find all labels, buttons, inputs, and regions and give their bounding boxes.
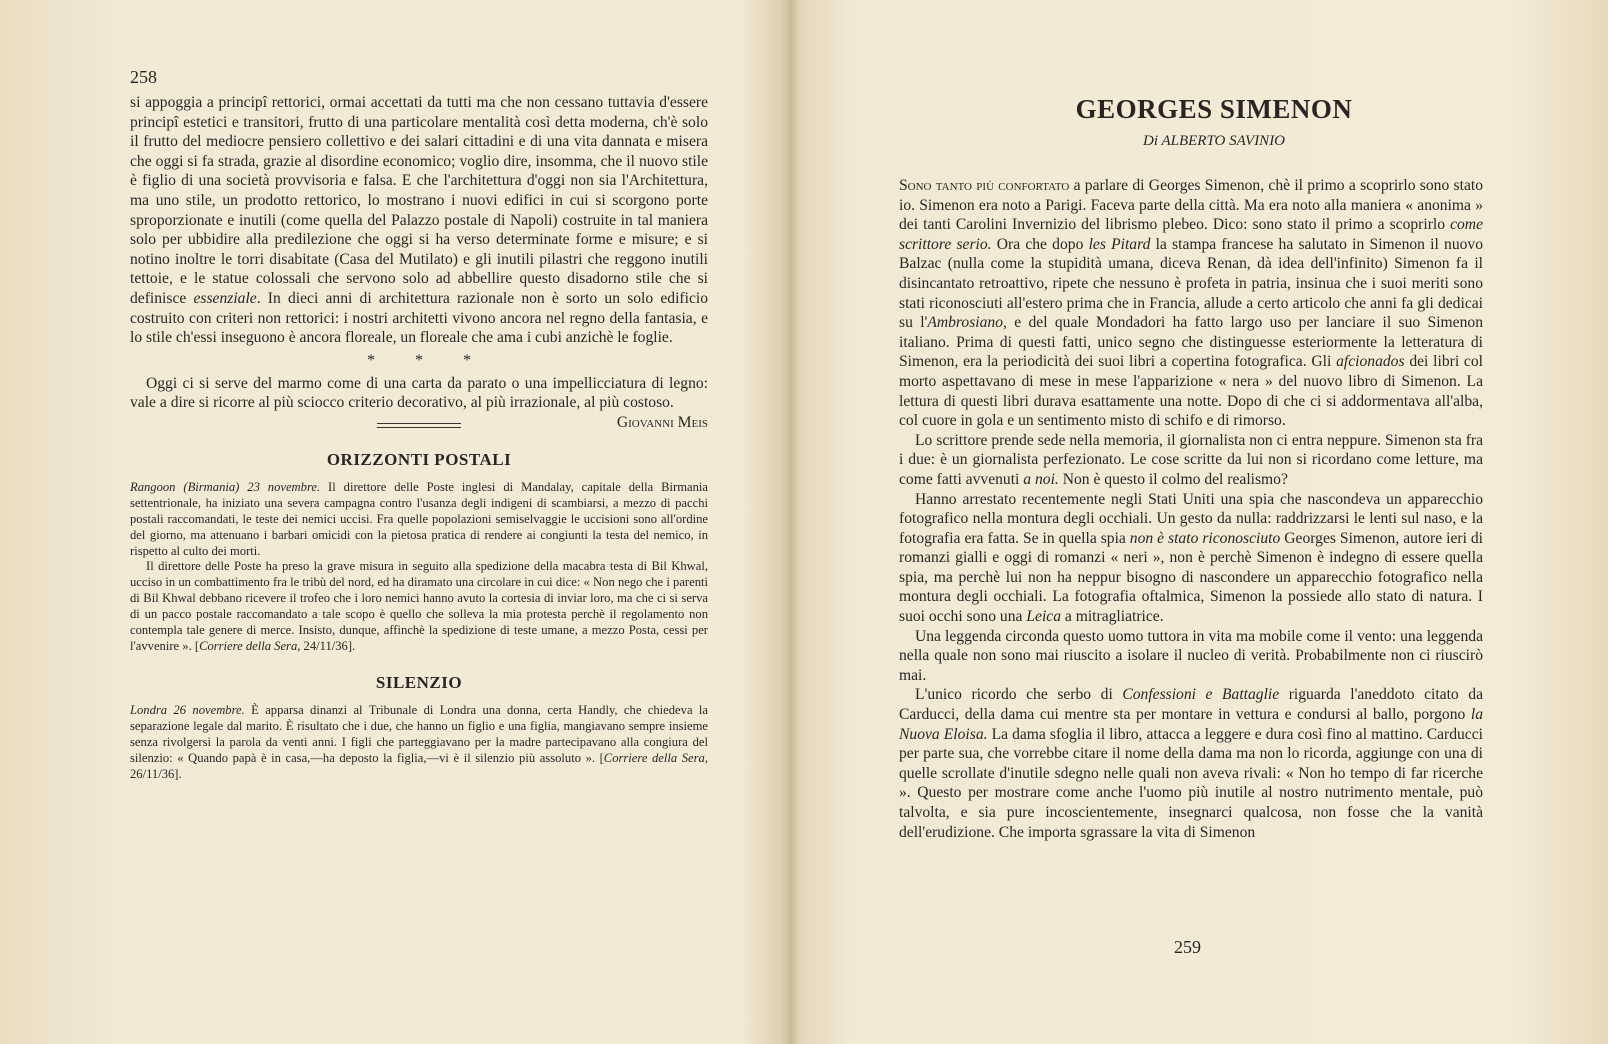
p3-text-b: Georges Simenon, autore ieri di romanzi gialli e oggi di romanzi « neri », non è perchè Simenon è indegno di essere quella spia, ma perchè lui non ha neppur bisogno di nascondere un apparecchio fotografico nella montura degli occhiali. La fotografia oftalmica, Simenon la possiede allo stato di natura. I suoi occhi sono una xyxy=(899,529,1484,626)
signature: Giovanni Meis xyxy=(616,413,708,431)
simenon-paragraph-2 xyxy=(899,431,1483,490)
p5-italic-1: Confessioni e Battaglie xyxy=(1122,686,1280,704)
p1-text-d: e del quale Mondadori ha fatto largo uso per lanciare il suo Simenon italiano. Prima di questi fatti, unico segno che distinguesse esteriormente la letteratura di Simenon, era la periodicità dei suoi libri a copertina fotografica. Gli xyxy=(899,314,1483,371)
section-title-orizzonti: ORIZZONTI POSTALI xyxy=(326,449,512,469)
p5-text-a: L'unico ricordo che serbo di xyxy=(915,686,1123,704)
article-title: GEORGES SIMENON xyxy=(1075,94,1353,124)
continuation-text: si appoggia a principî rettorici, ormai accettati da tutti ma che non cessano tuttavia d'essere principî estetici e transitori, frutto di una particolare mentalità così detta moderna, ch'è solo il frutto del mediocre pensiero collettivo e dei salari cittadini e di una vita dannata e misera che oggi si fa strada, grazie al disordine economico; voglio dire, insomma, che il nuovo stile è figlio di una società provvisoria e falsa. E che l'architettura d'oggi non sia l'Architettura, ma uno stile, un prodotto rettorico, lo mostrano i nuovi edifici in cui si scorgono porte sproporzionate e inutili (come quella del Palazzo postale di Napoli) costruite in tal maniera solo per ubbidire alla predilezione che oggi si ha verso determinate forme e misure; e si notino inoltre le torri disabitate (Casa del Mutilato) e gli inutili pilastri che reggono inutili tettoie, e le statue colossali che servono solo ad abbellire questo disadorno stile che si definisce xyxy=(130,94,708,307)
article-byline: Di ALBERTO SAVINIO xyxy=(1142,133,1286,149)
orizzonti-paragraph-1 xyxy=(130,480,708,560)
p1-italic-3: Ambrosiano, xyxy=(927,314,1007,332)
page-number-right: 259 xyxy=(1174,937,1201,957)
p5-italic-2: la Nuova Eloisa. xyxy=(899,706,1483,743)
p1-italic-2: les Pitard xyxy=(1088,235,1151,253)
orizzonti-paragraph-2 xyxy=(130,559,708,654)
p1-text-a: a parlare di Georges Simenon, chè il primo a scoprirlo sono stato io. Simenon era noto a Parigi. Faceva parte della città. Ma era noto alla maniera « anonima » dei tanti Carolini Invernizio del librismo plebeo. Dico: sono stato il primo a scoprirlo xyxy=(899,177,1483,234)
silenzio-text: È apparsa dinanzi al Tribunale di Londra una donna, certa Handly, che chiedeva la separazione legale dal marito. È risultato che i due, che hanno un figlio e una figlia, mangiavano sempre insieme senza rivolgersi la parola da venti anni. I figli che parteggiavano per la madre partecipavano alla congiura del silenzio: « Quando papà è in casa,—ha deposto la figlia,—vi è il silenzio più assoluto ». [ xyxy=(130,702,708,765)
orizzonti-text-1: Il direttore delle Poste inglesi di Mandalay, capitale della Birmania settentrionale, ha iniziato una severa campagna contro l'usanza degli indigeni di scambiarsi, a mezzo di pacchi postali raccomandati, le teste dei nemici uccisi. Fra quelle popolazioni semiselvaggie le uccisioni sono all'ordine del giorno, ma attenuano i barbari omicidi con la pietosa pratica di rendere ai congiunti la testa del nemico, in rispetto al culto dei morti. xyxy=(130,479,708,558)
orizzonti-source: Corriere della Sera, xyxy=(199,638,301,653)
p2-italic-1: a noi. xyxy=(1023,470,1059,488)
p3-text-c: a mitragliatrice. xyxy=(1061,608,1164,626)
section-stars: * * * xyxy=(367,351,489,369)
p5-text-c: La dama sfoglia il libro, attacca a leggere e dura così fino al mattino. Carducci per parte sua, che vorrebbe citare il nome della dama ma non lo ricorda, aggiunge con una di quelle scrollate d'inutile sdegno nelle quali non aveva rivali: « Non ho tempo di far ricerche ». Questo per mostrare come anche l'uomo più inutile al nostro nutrimento mentale, può talvolta, e sia pure incoscientemente, insegnarci qualcosa, non fosse che la vanità dell'erudizione. Che importa sgrassare la vita di Simenon xyxy=(899,725,1483,841)
section-title-silenzio: SILENZIO xyxy=(375,672,463,692)
p1-italic-1: come scrittore serio. xyxy=(899,216,1483,253)
simenon-paragraph-4: Una leggenda circonda questo uomo tuttora in vita ma mobile come il vento: una leggenda nella quale non sono mai riuscito a isolare il nucleo di verità. Probabilmente non ci riuscirò mai. xyxy=(899,627,1483,684)
silenzio-source-date: 26/11/36]. xyxy=(130,766,182,781)
left-text-column xyxy=(130,93,708,782)
silenzio-dateline: Londra 26 novembre. xyxy=(130,702,245,717)
right-page xyxy=(804,0,1608,1044)
orizzonti-source-date: 24/11/36]. xyxy=(300,638,356,653)
p3-italic-1: non è stato riconosciuto xyxy=(1129,529,1281,547)
silenzio-source: Corriere della Sera, xyxy=(603,750,708,765)
simenon-paragraph-5 xyxy=(899,685,1483,842)
p1-text-c: la stampa francese ha salutato in Simenon il nuovo Balzac (nulla come la stupidità umana, diceva Renan, dà idea dell'infinito) Simenon fa il disincantato retroattivo, ripete che nessuno è profeta in patria, insinua che i suoi meriti sono stati riconosciuti all'estero prima che in Francia, allude a certo articolo che anni fa gli dedicai su l' xyxy=(899,235,1484,332)
silenzio-paragraph xyxy=(130,703,708,783)
continuation-italic: essenziale xyxy=(193,289,257,307)
closing-text: Oggi ci si serve del marmo come di una carta da parato o una impellicciatura di legno: vale a dire si ricorre al più sciocco criterio decorativo, al più irrazionale, al più costoso. xyxy=(130,374,708,412)
page-number-left: 258 xyxy=(130,67,157,87)
lead-in: Sono tanto più confortato xyxy=(899,177,1070,194)
p3-italic-2: Leica xyxy=(1026,608,1061,626)
p1-text-b: Ora che dopo xyxy=(991,235,1089,253)
simenon-paragraph-1 xyxy=(899,176,1483,431)
continuation-end: . In dieci anni di architettura razionale non è sorto un solo edificio costruito con criteri non rettorici: i nostri architetti vivono ancora nel regno della fantasia, e lo stile ch'essi inseguono è ancora floreale, un floreale che ama i cubi anzichè le foglie. xyxy=(130,289,709,347)
orizzonti-dateline: Rangoon (Birmania) 23 novembre. xyxy=(130,479,321,494)
right-text-column xyxy=(899,176,1483,842)
simenon-paragraph-3 xyxy=(899,490,1483,627)
p5-text-b: riguarda l'aneddoto citato da Carducci, della dama cui mentre sta per montare in vettura e condursi al ballo, porgono xyxy=(899,686,1483,724)
continuation-paragraph xyxy=(130,93,708,348)
p1-text-e: dei libri col morto aspettavano di mese in mese l'apparizione « nera » del nuovo libro di Simenon. La lettura di questi libri durava esattamente una notte. Dopo di che ci si addormentava all'alba, col cuore in gola e un sentimento misto di schifo e di rimorso. xyxy=(899,353,1483,430)
p1-italic-4: afcionados xyxy=(1336,353,1405,371)
orizzonti-text-2: Il direttore delle Poste ha preso la grave misura in seguito alla spedizione della macabra testa di Bil Khwal, ucciso in un combattimento fra le tribù del nord, ed ha diramato una circolare in cui dice: « Non nego che i parenti di Bil Khwal debbano ricevere il trofeo che i loro nemici hanno avuto la cortesia di inviar loro, ma che ci si serva di un pacco postale raccomandato a tale scopo è quello che solleva la mia protesta perchè il regolamento non contempla tale genere di merce. Insisto, dunque, affinchè la spedizione di teste umane, a mezzo Posta, cessi per l'avvenire ». [ xyxy=(130,559,708,653)
p2-text-a: Lo scrittore prende sede nella memoria, il giornalista non ci entra neppure. Simenon sta fra i due: è un giornalista perfezionato. Le cose scritte da lui non si ricordano come letture, ma come fatti avvenuti xyxy=(899,431,1483,488)
p3-text-a: Hanno arrestato recentemente negli Stati Uniti una spia che nascondeva un apparecchio fotografico nella montura degli occhiali. Un gesto da nulla: raddrizzarsi le lenti sul naso, e la fotografia era fatta. Se in quella spia xyxy=(899,490,1483,547)
double-rule xyxy=(377,423,461,428)
closing-paragraph xyxy=(130,374,708,431)
p2-text-b: Non è questo il colmo del realismo? xyxy=(1058,470,1288,488)
